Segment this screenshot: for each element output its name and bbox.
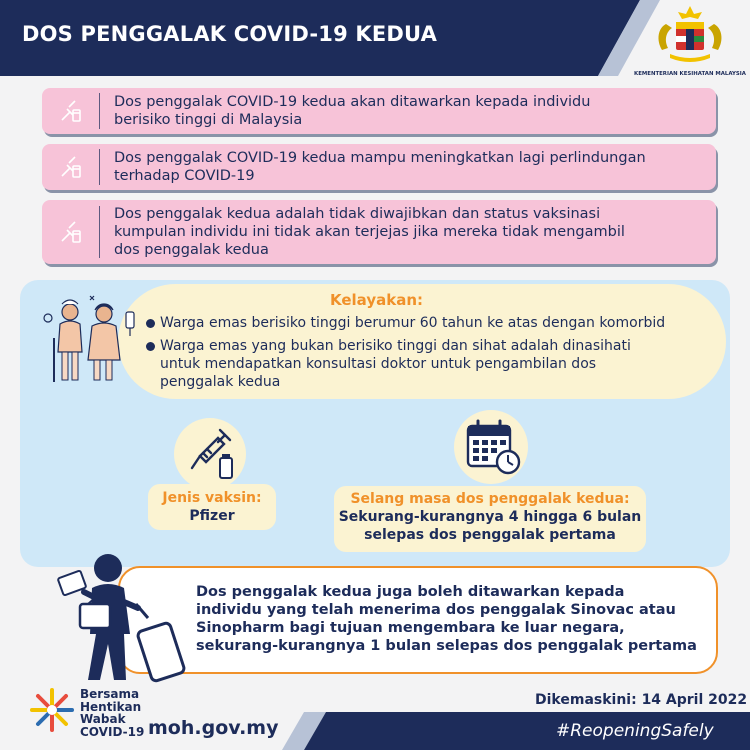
- ministry-name: KEMENTERIAN KESIHATAN MALAYSIA: [634, 71, 746, 77]
- vaccine-type-title: Jenis vaksin:: [162, 490, 262, 506]
- statement-card-2: [42, 144, 716, 190]
- updated-date: Dikemaskini: 14 April 2022: [535, 692, 748, 708]
- page-title: DOS PENGGALAK COVID-19 KEDUA: [22, 22, 438, 46]
- interval-line-1: Sekurang-kurangnya 4 hingga 6 bulan: [338, 509, 642, 525]
- statement-card-3: [42, 200, 716, 264]
- eligibility-title: Kelayakan:: [330, 291, 424, 309]
- bullet-dot: [146, 342, 155, 351]
- eligibility-bullet-1: Warga emas berisiko tinggi berumur 60 tahun ke atas dengan komorbid: [146, 314, 721, 332]
- interval-icon-circle: [454, 410, 528, 484]
- syringe-icon: [174, 418, 246, 490]
- website-text: moh.gov.my: [148, 717, 279, 739]
- hashtag-text: #ReopeningSafely: [556, 721, 714, 741]
- vaccine-type-value: Pfizer: [189, 508, 235, 524]
- vaccine-type-box: [148, 484, 276, 530]
- vaccine-vial-icon: [42, 200, 100, 264]
- calendar-clock-icon: [454, 410, 528, 484]
- eligibility-bullet-2: Warga emas yang bukan berisiko tinggi dan sihat adalah dinasihati untuk mendapatkan konsultasi doktor untuk pengambilan dos penggalak kedua: [146, 337, 721, 391]
- header-banner: [0, 0, 750, 76]
- vaccine-vial-icon: [42, 144, 100, 190]
- malaysia-crest-icon: [648, 4, 732, 66]
- bullet-dot: [146, 319, 155, 328]
- vaccine-icon-circle: [174, 418, 246, 490]
- statement-text: Dos penggalak COVID-19 kedua mampu meningkatkan lagi perlindungan terhadap COVID-19: [114, 150, 646, 184]
- statement-text: Dos penggalak kedua adalah tidak diwajibkan dan status vaksinasi kumpulan individu ini tidak akan terjejas jika mereka tidak mengambil dos penggalak kedua: [114, 206, 625, 258]
- travel-note-text: Dos penggalak kedua juga boleh ditawarkan kepada individu yang telah menerima dos penggalak Sinovac atau Sinopharm bagi tujuan mengembara ke luar negara, sekurang-kurangnya 1 bulan selepas dos penggalak pertama: [196, 584, 697, 654]
- traveler-icon: [52, 548, 192, 688]
- interval-line-2: selepas dos penggalak pertama: [364, 527, 616, 543]
- interval-title: Selang masa dos penggalak kedua:: [350, 491, 630, 507]
- campaign-slogan: Bersama Hentikan Wabak COVID-19: [80, 687, 145, 739]
- interval-box: [334, 486, 646, 552]
- statement-card-1: [42, 88, 716, 134]
- elderly-couple-icon: [40, 290, 148, 390]
- vaccine-vial-icon: [42, 88, 100, 134]
- statement-text: Dos penggalak COVID-19 kedua akan ditawarkan kepada individu berisiko tinggi di Malaysia: [114, 94, 591, 128]
